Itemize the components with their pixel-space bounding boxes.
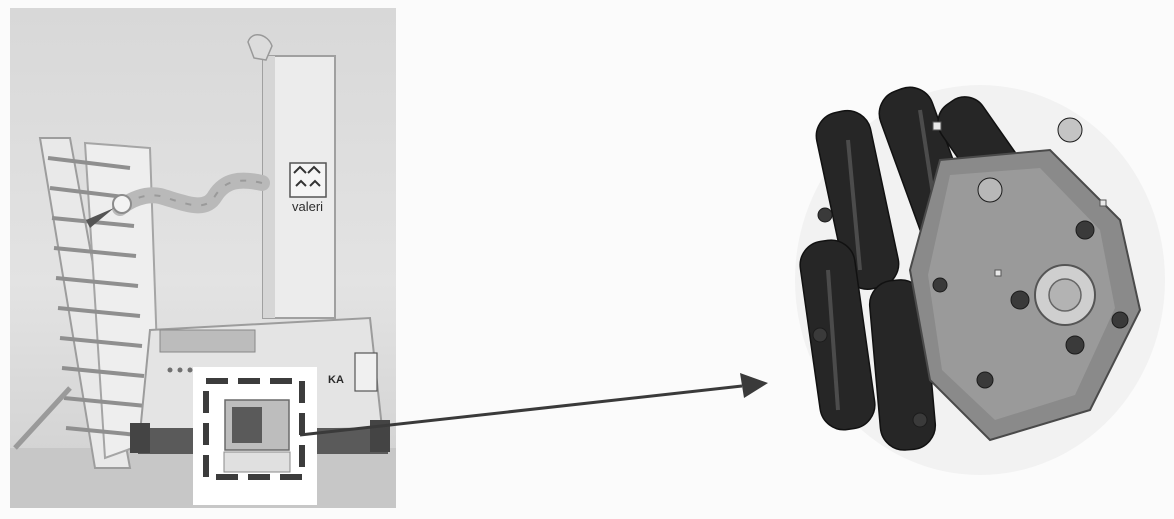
brand-label: KA [328, 374, 344, 386]
mecanum-wheel-illustration [790, 80, 1170, 480]
mecanum-wheel-photo [790, 80, 1170, 480]
logo-text: valeri [292, 199, 324, 214]
wheel-crop [224, 400, 290, 472]
pointer-arrow-line [300, 386, 742, 435]
pointer-arrowhead [740, 373, 768, 398]
